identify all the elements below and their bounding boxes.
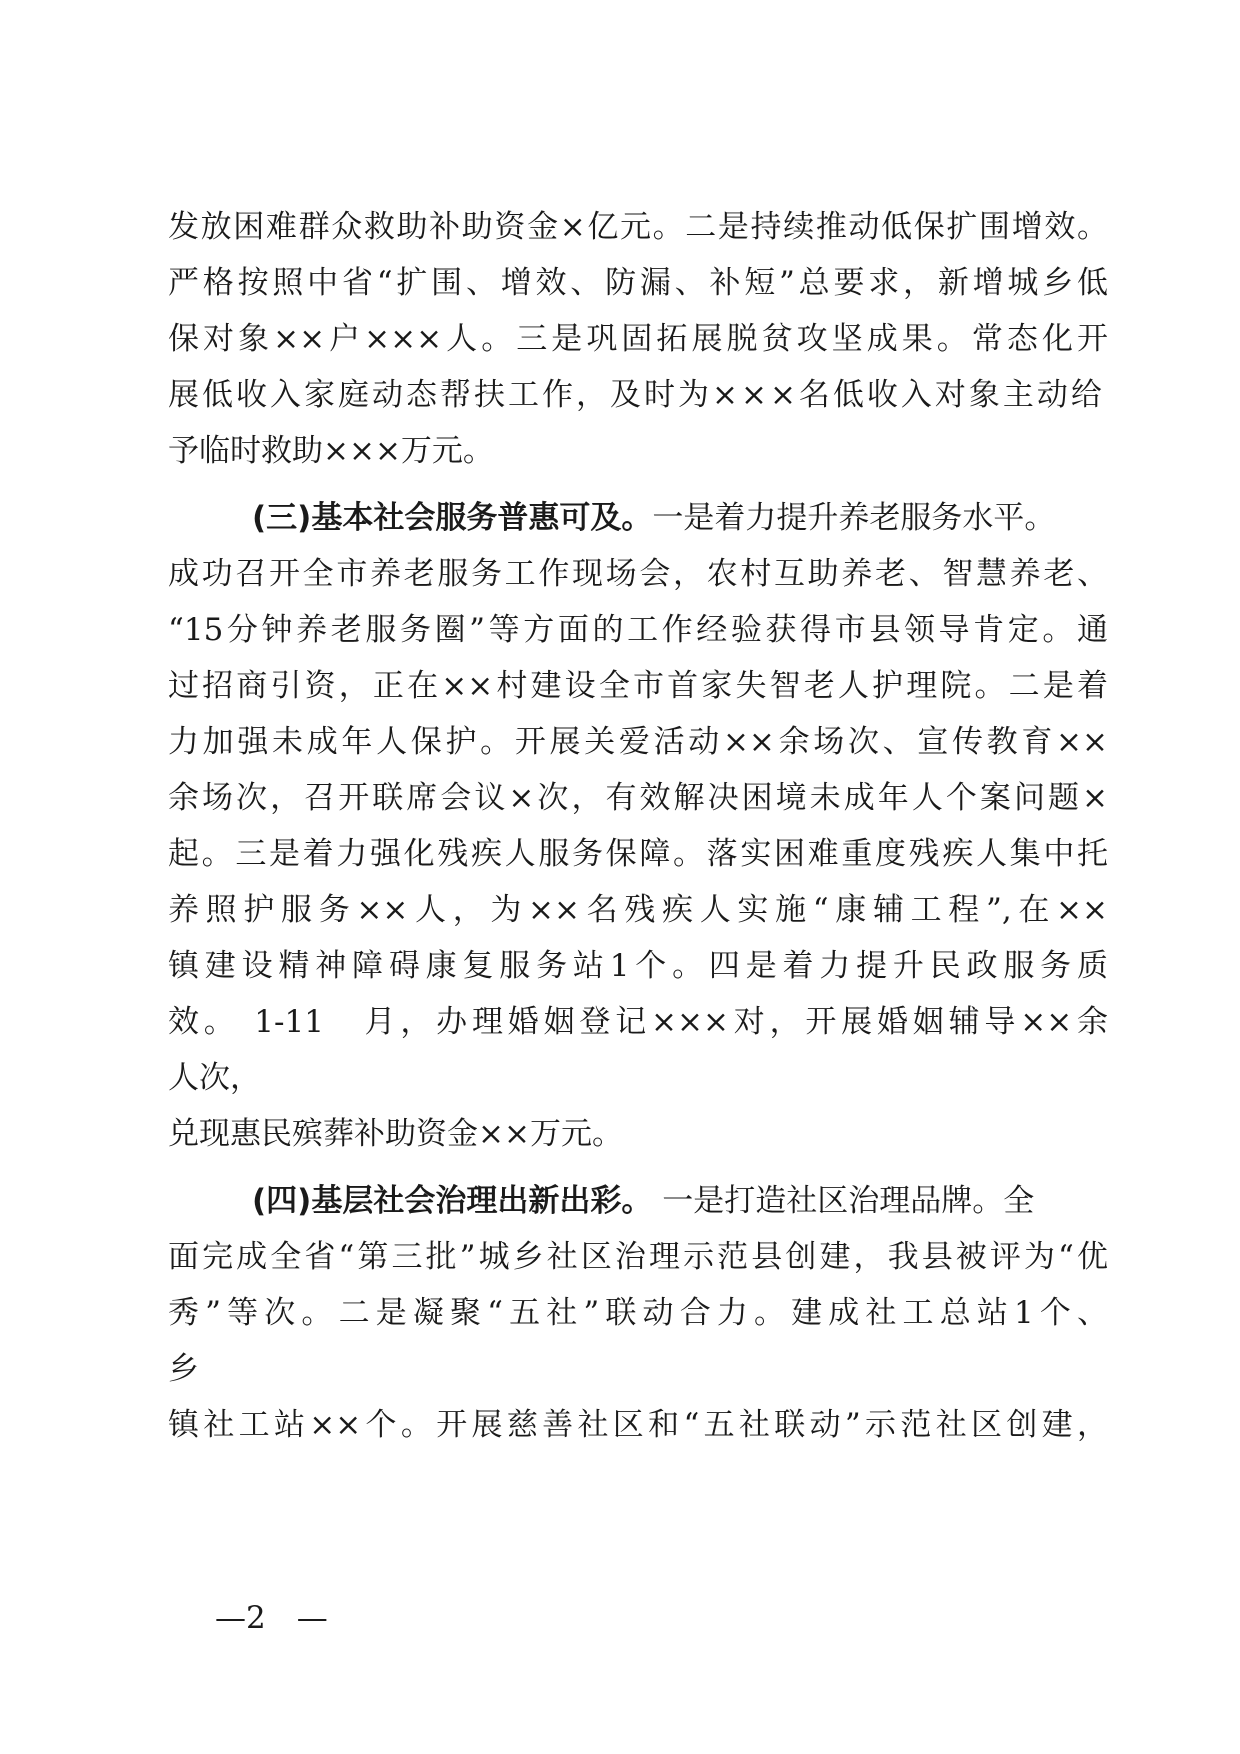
text-line: 严格按照中省“扩围、增效、防漏、补短”总要求，新增城乡低	[168, 265, 1108, 301]
text-line: 力加强未成年人保护。开展关爱活动××余场次、宣传教育××	[168, 724, 1108, 760]
text-run: 一是打造社区治理品牌。全	[652, 1183, 1035, 1219]
text-line: 保对象××户×××人。三是巩固拓展脱贫攻坚成果。常态化开	[168, 321, 1108, 357]
section-heading: (四)基层社会治理出新出彩。	[252, 1183, 653, 1219]
section-heading: (三)基本社会服务普惠可及。	[252, 500, 653, 536]
text-line: 镇社工站××个。开展慈善社区和“五社联动”示范社区创建，	[168, 1407, 1108, 1443]
text-line: 镇建设精神障碍康复服务站1个。四是着力提升民政服务质	[168, 948, 1108, 984]
text-line: 养照护服务××人，为××名残疾人实施“康辅工程”,在××	[168, 892, 1108, 928]
text-run: 一是着力提升养老服务水平。	[652, 500, 1056, 536]
text-line: 效。 1-11 月，办理婚姻登记×××对，开展婚姻辅导××余	[168, 1004, 1108, 1040]
text-line: 秀”等次。二是凝聚“五社”联动合力。建成社工总站1个、	[168, 1295, 1108, 1331]
text-line: 人次，	[168, 1060, 261, 1096]
text-line: 兑现惠民殡葬补助资金××万元。	[168, 1116, 623, 1152]
text-line: 面完成全省“第三批”城乡社区治理示范县创建，我县被评为“优	[168, 1239, 1108, 1275]
text-line: 成功召开全市养老服务工作现场会，农村互助养老、智慧养老、	[168, 556, 1108, 592]
text-line: 发放困难群众救助补助资金×亿元。二是持续推动低保扩围增效。	[168, 209, 1108, 245]
text-line: 余场次，召开联席会议×次，有效解决困境未成年人个案问题×	[168, 780, 1108, 816]
section-heading-line	[252, 1176, 1108, 1226]
text-line: 乡	[168, 1351, 199, 1387]
text-line: 起。三是着力强化残疾人服务保障。落实困难重度残疾人集中托	[168, 836, 1108, 872]
section-heading-line	[252, 493, 1108, 543]
page-number: —2 —	[215, 1600, 328, 1636]
text-line: 展低收入家庭动态帮扶工作，及时为×××名低收入对象主动给	[168, 377, 1105, 413]
text-line: 过招商引资，正在××村建设全市首家失智老人护理院。二是着	[168, 668, 1108, 704]
text-line: “15分钟养老服务圈”等方面的工作经验获得市县领导肯定。通	[168, 612, 1108, 648]
text-line: 予临时救助×××万元。	[168, 433, 494, 469]
